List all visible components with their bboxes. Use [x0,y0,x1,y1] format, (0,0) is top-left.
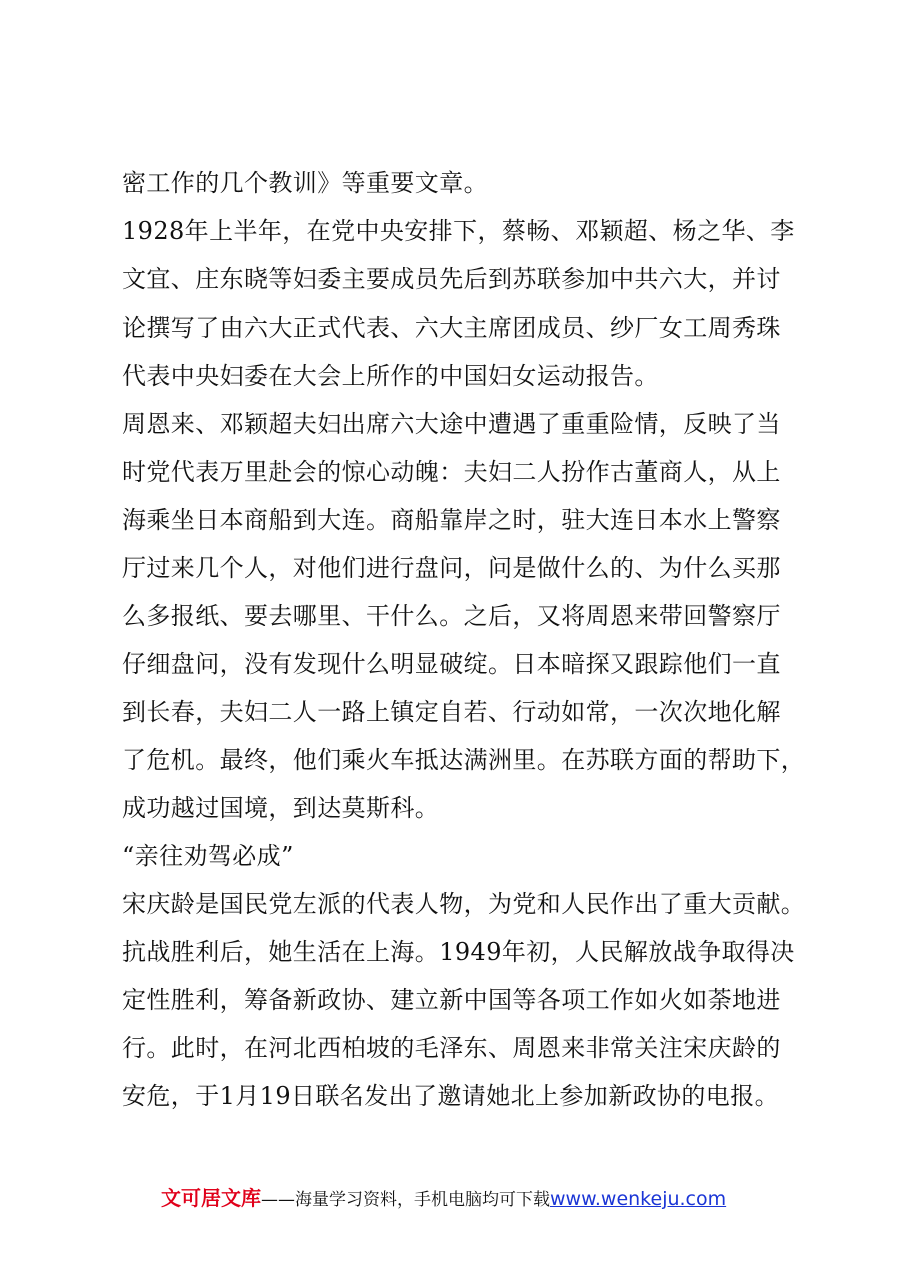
paragraph-line: 了危机。最终，他们乘火车抵达满洲里。在苏联方面的帮助下， [122,746,806,774]
paragraph-line: 宋庆龄是国民党左派的代表人物，为党和人民作出了重大贡献。 [122,890,806,918]
paragraph-line: 仔细盘问，没有发现什么明显破绽。日本暗探又跟踪他们一直 [122,650,781,678]
page-footer [161,1184,726,1212]
footer-website-link[interactable]: www.wenkeju.com [550,1188,727,1210]
paragraph-line: 文宜、庄东晓等妇委主要成员先后到苏联参加中共六大，并讨 [122,265,781,293]
paragraph-line: 到长春，夫妇二人一路上镇定自若、行动如常，一次次地化解 [122,698,781,726]
paragraph-line: 行。此时，在河北西柏坡的毛泽东、周恩来非常关注宋庆龄的 [122,1034,781,1062]
paragraph-line: 时党代表万里赴会的惊心动魄：夫妇二人扮作古董商人，从上 [122,458,781,486]
paragraph-line: 厅过来几个人，对他们进行盘问，问是做什么的、为什么买那 [122,554,781,582]
paragraph-line: 密工作的几个教训》等重要文章。 [122,169,488,197]
paragraph-line: 抗战胜利后，她生活在上海。1949年初，人民解放战争取得决 [122,938,795,966]
paragraph-line: 1928年上半年，在党中央安排下，蔡畅、邓颖超、杨之华、李 [122,217,795,245]
paragraph-line: 代表中央妇委在大会上所作的中国妇女运动报告。 [122,362,659,390]
paragraph-line: 安危，于1月19日联名发出了邀请她北上参加新政协的电报。 [122,1082,780,1110]
paragraph-line: 成功越过国境，到达莫斯科。 [122,794,440,822]
paragraph-line: 论撰写了由六大正式代表、六大主席团成员、纱厂女工周秀珠 [122,314,781,342]
paragraph-line: 周恩来、邓颖超夫妇出席六大途中遭遇了重重险情，反映了当 [122,410,781,438]
paragraph-line: 海乘坐日本商船到大连。商船靠岸之时，驻大连日本水上警察 [122,506,781,534]
footer-tagline: ——海量学习资料，手机电脑均可下载 [261,1190,550,1210]
paragraph-line: 定性胜利，筹备新政协、建立新中国等各项工作如火如荼地进 [122,986,781,1014]
section-heading: “亲往劝驾必成” [122,842,294,870]
paragraph-line: 么多报纸、要去哪里、干什么。之后，又将周恩来带回警察厅 [122,602,781,630]
footer-brand: 文可居文库 [161,1186,261,1210]
